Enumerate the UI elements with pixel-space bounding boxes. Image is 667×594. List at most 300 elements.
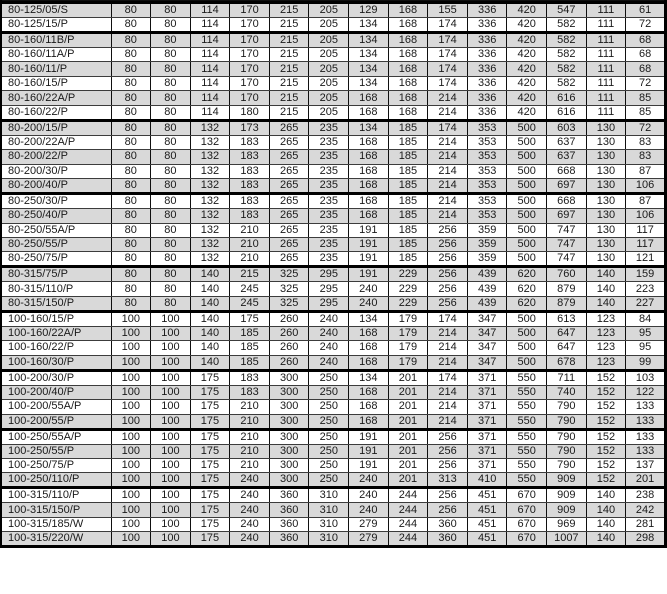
value-cell: 152 [586,459,626,473]
value-cell: 133 [626,429,666,444]
value-cell: 790 [547,400,587,414]
value-cell: 191 [349,252,389,267]
value-cell: 175 [190,517,230,531]
table-row [1,18,666,33]
value-cell: 265 [269,150,309,164]
value-cell: 229 [388,267,428,282]
value-cell: 80 [111,267,151,282]
value-cell: 183 [230,209,270,223]
value-cell: 175 [190,488,230,503]
value-cell: 100 [151,326,191,340]
value-cell: 760 [547,267,587,282]
value-cell: 80 [111,150,151,164]
value-cell: 347 [467,341,507,355]
value-cell: 500 [507,164,547,178]
value-cell: 185 [230,341,270,355]
value-cell: 310 [309,503,349,517]
value-cell: 740 [547,385,587,399]
value-cell: 240 [309,326,349,340]
value-cell: 185 [388,209,428,223]
value-cell: 80 [151,267,191,282]
value-cell: 250 [309,370,349,385]
value-cell: 265 [269,209,309,223]
value-cell: 300 [269,473,309,488]
value-cell: 214 [428,179,468,194]
value-cell: 336 [467,3,507,18]
value-cell: 100 [151,517,191,531]
model-cell: 100-160/30/P [1,355,111,370]
value-cell: 140 [190,311,230,326]
value-cell: 168 [349,135,389,149]
value-cell: 132 [190,164,230,178]
value-cell: 500 [507,326,547,340]
value-cell: 360 [428,517,468,531]
value-cell: 134 [349,120,389,135]
value-cell: 130 [586,194,626,209]
value-cell: 210 [230,400,270,414]
value-cell: 117 [626,237,666,251]
value-cell: 100 [151,400,191,414]
value-cell: 175 [190,414,230,429]
value-cell: 140 [190,267,230,282]
value-cell: 183 [230,179,270,194]
table-row [1,459,666,473]
value-cell: 80 [151,194,191,209]
value-cell: 168 [349,385,389,399]
value-cell: 790 [547,459,587,473]
table-row [1,444,666,458]
value-cell: 620 [507,282,547,296]
value-cell: 114 [190,48,230,62]
value-cell: 100 [151,503,191,517]
value-cell: 244 [388,517,428,531]
value-cell: 637 [547,150,587,164]
value-cell: 106 [626,179,666,194]
value-cell: 747 [547,223,587,237]
value-cell: 100 [111,429,151,444]
value-cell: 550 [507,444,547,458]
value-cell: 100 [111,488,151,503]
value-cell: 256 [428,296,468,311]
value-cell: 174 [428,62,468,76]
value-cell: 68 [626,48,666,62]
value-cell: 140 [190,355,230,370]
value-cell: 214 [428,105,468,120]
value-cell: 279 [349,517,389,531]
table-row [1,503,666,517]
value-cell: 647 [547,326,587,340]
value-cell: 130 [586,120,626,135]
value-cell: 214 [428,209,468,223]
value-cell: 242 [626,503,666,517]
value-cell: 550 [507,473,547,488]
value-cell: 420 [507,33,547,48]
value-cell: 747 [547,252,587,267]
model-cell: 80-250/55/P [1,237,111,251]
table-row [1,62,666,76]
value-cell: 168 [388,33,428,48]
value-cell: 100 [111,414,151,429]
model-cell: 80-200/30/P [1,164,111,178]
value-cell: 201 [626,473,666,488]
value-cell: 214 [428,164,468,178]
value-cell: 80 [111,91,151,105]
value-cell: 175 [190,473,230,488]
value-cell: 256 [428,237,468,251]
value-cell: 80 [111,179,151,194]
value-cell: 174 [428,33,468,48]
value-cell: 300 [269,429,309,444]
value-cell: 85 [626,91,666,105]
value-cell: 80 [111,223,151,237]
model-cell: 100-160/15/P [1,311,111,326]
value-cell: 295 [309,267,349,282]
value-cell: 500 [507,150,547,164]
value-cell: 175 [190,444,230,458]
value-cell: 100 [111,326,151,340]
value-cell: 140 [190,326,230,340]
value-cell: 214 [428,194,468,209]
value-cell: 140 [586,503,626,517]
value-cell: 582 [547,76,587,90]
value-cell: 123 [586,355,626,370]
value-cell: 325 [269,267,309,282]
value-cell: 72 [626,76,666,90]
model-cell: 100-315/150/P [1,503,111,517]
value-cell: 250 [309,459,349,473]
model-cell: 80-160/15/P [1,76,111,90]
table-row [1,223,666,237]
value-cell: 168 [349,194,389,209]
value-cell: 300 [269,400,309,414]
value-cell: 111 [586,48,626,62]
value-cell: 122 [626,385,666,399]
value-cell: 132 [190,194,230,209]
value-cell: 133 [626,444,666,458]
value-cell: 111 [586,33,626,48]
value-cell: 451 [467,532,507,547]
value-cell: 132 [190,179,230,194]
value-cell: 191 [349,237,389,251]
value-cell: 235 [309,194,349,209]
table-row [1,252,666,267]
value-cell: 152 [586,414,626,429]
value-cell: 353 [467,194,507,209]
value-cell: 168 [388,62,428,76]
value-cell: 371 [467,414,507,429]
value-cell: 214 [428,326,468,340]
value-cell: 168 [349,400,389,414]
value-cell: 371 [467,429,507,444]
value-cell: 410 [467,473,507,488]
value-cell: 500 [507,341,547,355]
value-cell: 256 [428,252,468,267]
value-cell: 279 [349,532,389,547]
value-cell: 240 [349,282,389,296]
value-cell: 100 [151,370,191,385]
value-cell: 500 [507,223,547,237]
value-cell: 175 [190,503,230,517]
value-cell: 500 [507,355,547,370]
value-cell: 205 [309,33,349,48]
value-cell: 179 [388,341,428,355]
value-cell: 83 [626,135,666,149]
value-cell: 240 [349,473,389,488]
value-cell: 325 [269,282,309,296]
value-cell: 265 [269,194,309,209]
value-cell: 183 [230,135,270,149]
value-cell: 250 [309,429,349,444]
value-cell: 80 [151,91,191,105]
value-cell: 260 [269,341,309,355]
value-cell: 83 [626,150,666,164]
value-cell: 310 [309,488,349,503]
value-cell: 550 [507,414,547,429]
value-cell: 371 [467,385,507,399]
value-cell: 114 [190,76,230,90]
value-cell: 223 [626,282,666,296]
value-cell: 215 [269,76,309,90]
model-cell: 100-315/110/P [1,488,111,503]
value-cell: 235 [309,252,349,267]
model-cell: 100-250/55A/P [1,429,111,444]
value-cell: 260 [269,355,309,370]
value-cell: 244 [388,503,428,517]
table-row [1,414,666,429]
value-cell: 152 [586,429,626,444]
value-cell: 130 [586,237,626,251]
value-cell: 451 [467,517,507,531]
value-cell: 185 [230,355,270,370]
table-row [1,296,666,311]
value-cell: 183 [230,150,270,164]
value-cell: 80 [111,120,151,135]
value-cell: 170 [230,91,270,105]
value-cell: 111 [586,76,626,90]
value-cell: 191 [349,223,389,237]
value-cell: 250 [309,444,349,458]
model-cell: 100-160/22A/P [1,326,111,340]
value-cell: 500 [507,179,547,194]
value-cell: 240 [309,341,349,355]
value-cell: 201 [388,400,428,414]
value-cell: 353 [467,135,507,149]
value-cell: 134 [349,311,389,326]
table-row [1,341,666,355]
value-cell: 185 [388,252,428,267]
value-cell: 132 [190,237,230,251]
value-cell: 168 [349,179,389,194]
value-cell: 235 [309,223,349,237]
value-cell: 80 [151,223,191,237]
value-cell: 215 [269,91,309,105]
value-cell: 191 [349,459,389,473]
value-cell: 183 [230,164,270,178]
value-cell: 174 [428,120,468,135]
value-cell: 235 [309,237,349,251]
value-cell: 420 [507,91,547,105]
value-cell: 85 [626,105,666,120]
value-cell: 265 [269,252,309,267]
value-cell: 100 [111,532,151,547]
value-cell: 371 [467,400,507,414]
value-cell: 347 [467,311,507,326]
value-cell: 185 [388,237,428,251]
value-cell: 168 [349,326,389,340]
value-cell: 205 [309,48,349,62]
value-cell: 210 [230,414,270,429]
value-cell: 245 [230,282,270,296]
value-cell: 80 [151,76,191,90]
model-cell: 80-315/110/P [1,282,111,296]
value-cell: 185 [388,150,428,164]
model-cell: 80-200/22A/P [1,135,111,149]
value-cell: 265 [269,237,309,251]
value-cell: 500 [507,194,547,209]
value-cell: 969 [547,517,587,531]
value-cell: 100 [111,341,151,355]
value-cell: 123 [586,341,626,355]
value-cell: 80 [151,62,191,76]
model-cell: 80-200/15/P [1,120,111,135]
value-cell: 240 [230,473,270,488]
value-cell: 137 [626,459,666,473]
value-cell: 616 [547,105,587,120]
value-cell: 215 [269,33,309,48]
value-cell: 240 [349,503,389,517]
value-cell: 214 [428,400,468,414]
value-cell: 500 [507,252,547,267]
value-cell: 353 [467,209,507,223]
value-cell: 244 [388,488,428,503]
value-cell: 185 [388,179,428,194]
value-cell: 68 [626,62,666,76]
value-cell: 313 [428,473,468,488]
model-cell: 80-315/75/P [1,267,111,282]
value-cell: 152 [586,385,626,399]
value-cell: 420 [507,62,547,76]
value-cell: 174 [428,370,468,385]
value-cell: 201 [388,385,428,399]
value-cell: 582 [547,62,587,76]
table-row [1,532,666,547]
value-cell: 205 [309,62,349,76]
value-cell: 159 [626,267,666,282]
value-cell: 359 [467,237,507,251]
value-cell: 360 [428,532,468,547]
value-cell: 80 [111,296,151,311]
value-cell: 100 [111,311,151,326]
value-cell: 550 [507,400,547,414]
value-cell: 132 [190,223,230,237]
value-cell: 185 [388,120,428,135]
value-cell: 603 [547,120,587,135]
model-cell: 100-250/110/P [1,473,111,488]
value-cell: 80 [111,48,151,62]
value-cell: 84 [626,311,666,326]
value-cell: 191 [349,429,389,444]
model-cell: 100-250/75/P [1,459,111,473]
value-cell: 80 [111,282,151,296]
value-cell: 879 [547,282,587,296]
value-cell: 100 [151,444,191,458]
value-cell: 170 [230,3,270,18]
model-cell: 80-160/11B/P [1,33,111,48]
value-cell: 114 [190,105,230,120]
value-cell: 170 [230,76,270,90]
value-cell: 68 [626,33,666,48]
value-cell: 500 [507,237,547,251]
value-cell: 72 [626,18,666,33]
value-cell: 250 [309,400,349,414]
value-cell: 360 [269,488,309,503]
value-cell: 235 [309,209,349,223]
value-cell: 298 [626,532,666,547]
value-cell: 111 [586,105,626,120]
value-cell: 210 [230,444,270,458]
value-cell: 80 [111,76,151,90]
value-cell: 582 [547,18,587,33]
value-cell: 909 [547,488,587,503]
value-cell: 140 [190,341,230,355]
value-cell: 80 [111,33,151,48]
model-cell: 80-250/55A/P [1,223,111,237]
value-cell: 185 [388,164,428,178]
value-cell: 240 [230,532,270,547]
table-row [1,33,666,48]
value-cell: 616 [547,91,587,105]
value-cell: 185 [388,135,428,149]
model-cell: 80-315/150/P [1,296,111,311]
value-cell: 80 [111,62,151,76]
value-cell: 100 [111,473,151,488]
value-cell: 130 [586,223,626,237]
value-cell: 80 [151,120,191,135]
table-row [1,150,666,164]
value-cell: 114 [190,3,230,18]
value-cell: 582 [547,33,587,48]
value-cell: 174 [428,76,468,90]
value-cell: 205 [309,3,349,18]
value-cell: 134 [349,48,389,62]
value-cell: 670 [507,517,547,531]
model-cell: 100-250/55/P [1,444,111,458]
value-cell: 168 [349,414,389,429]
value-cell: 95 [626,326,666,340]
table-row [1,267,666,282]
value-cell: 152 [586,444,626,458]
value-cell: 100 [151,532,191,547]
value-cell: 235 [309,164,349,178]
value-cell: 168 [349,105,389,120]
value-cell: 168 [388,3,428,18]
value-cell: 155 [428,3,468,18]
value-cell: 647 [547,341,587,355]
value-cell: 201 [388,370,428,385]
value-cell: 500 [507,209,547,223]
value-cell: 80 [151,105,191,120]
value-cell: 210 [230,459,270,473]
table-row [1,120,666,135]
value-cell: 451 [467,488,507,503]
value-cell: 133 [626,400,666,414]
value-cell: 168 [388,18,428,33]
value-cell: 191 [349,444,389,458]
table-row [1,326,666,340]
value-cell: 265 [269,164,309,178]
value-cell: 670 [507,503,547,517]
value-cell: 100 [151,311,191,326]
